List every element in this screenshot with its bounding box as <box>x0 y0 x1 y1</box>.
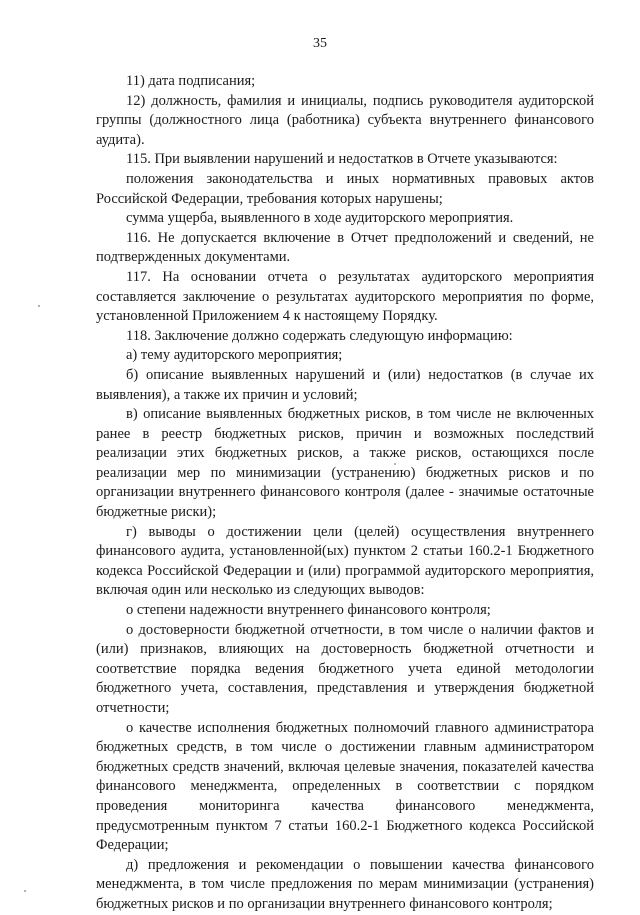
paragraph: 12) должность, фамилия и инициалы, подпись руководителя аудиторской группы (должностного лица (работника) субъекта внутреннего финансового аудита). <box>96 92 594 148</box>
scan-speck <box>24 890 26 892</box>
paragraph: б) описание выявленных нарушений и (или) недостатков (в случае их выявления), а также их причин и условий; <box>96 366 594 403</box>
paragraph: д) предложения и рекомендации о повышении качества финансового менеджмента, в том числе предложения по мерам минимизации (устранения) бюджетных рисков и по организации внутреннего финансового контроля; <box>96 856 594 912</box>
paragraph: положения законодательства и иных нормативных правовых актов Российской Федерации, требования которых нарушены; <box>96 170 594 207</box>
scan-speck <box>38 305 40 307</box>
paragraph: о степени надежности внутреннего финансового контроля; <box>126 602 491 619</box>
paragraph: 116. Не допускается включение в Отчет предположений и сведений, не подтвержденных документами. <box>96 229 594 266</box>
page-number: 35 <box>313 36 327 51</box>
paragraph: г) выводы о достижении цели (целей) осуществления внутреннего финансового аудита, установленной(ых) пунктом 2 статьи 160.2-1 Бюджетного кодекса Российской Федерации и (или) программой аудиторского мероприятия, включая один или несколько из следующих выводов: <box>96 523 594 599</box>
paragraph: 118. Заключение должно содержать следующую информацию: <box>126 327 513 344</box>
paragraph: 117. На основании отчета о результатах аудиторского мероприятия составляется заключение о результатах аудиторского мероприятия по форме, установленной Приложением 4 к настоящему Порядку. <box>96 268 594 325</box>
paragraph: 115. При выявлении нарушений и недостатков в Отчете указываются: <box>126 151 558 168</box>
scan-speck <box>394 463 396 465</box>
document-body <box>96 72 594 915</box>
paragraph: 11) дата подписания; <box>126 73 256 89</box>
paragraph: а) тему аудиторского мероприятия; <box>126 347 343 364</box>
paragraph: сумма ущерба, выявленного в ходе аудиторского мероприятия. <box>126 210 514 227</box>
paragraph: о достоверности бюджетной отчетности, в том числе о наличии фактов и (или) признаков, влияющих на достоверность бюджетной отчетности и соответствие порядка ведения бюджетного учета единой методологии бюджетного учета, составления, представления и утверждения бюджетной отчетности; <box>96 621 594 716</box>
paragraph: в) описание выявленных бюджетных рисков, в том числе не включенных ранее в реестр бюджетных рисков, причин и возможных последствий реализации этих бюджетных рисков, а также рисков, остающихся после реализации мер по минимизации (устранению) бюджетных рисков и по организации внутреннего финансового контроля (далее - значимые остаточные бюджетные риски); <box>96 406 594 521</box>
paragraph: о качестве исполнения бюджетных полномочий главного администратора бюджетных средств, в том числе о достижении главным администратором бюджетных средств значений, включая целевые значения, показателей качества финансового менеджмента, определенных в соответствии с порядком проведения мониторинга качества финансового менеджмента, предусмотренным пунктом 7 статьи 160.2-1 Бюджетного кодекса Российской Федерации; <box>96 719 594 854</box>
